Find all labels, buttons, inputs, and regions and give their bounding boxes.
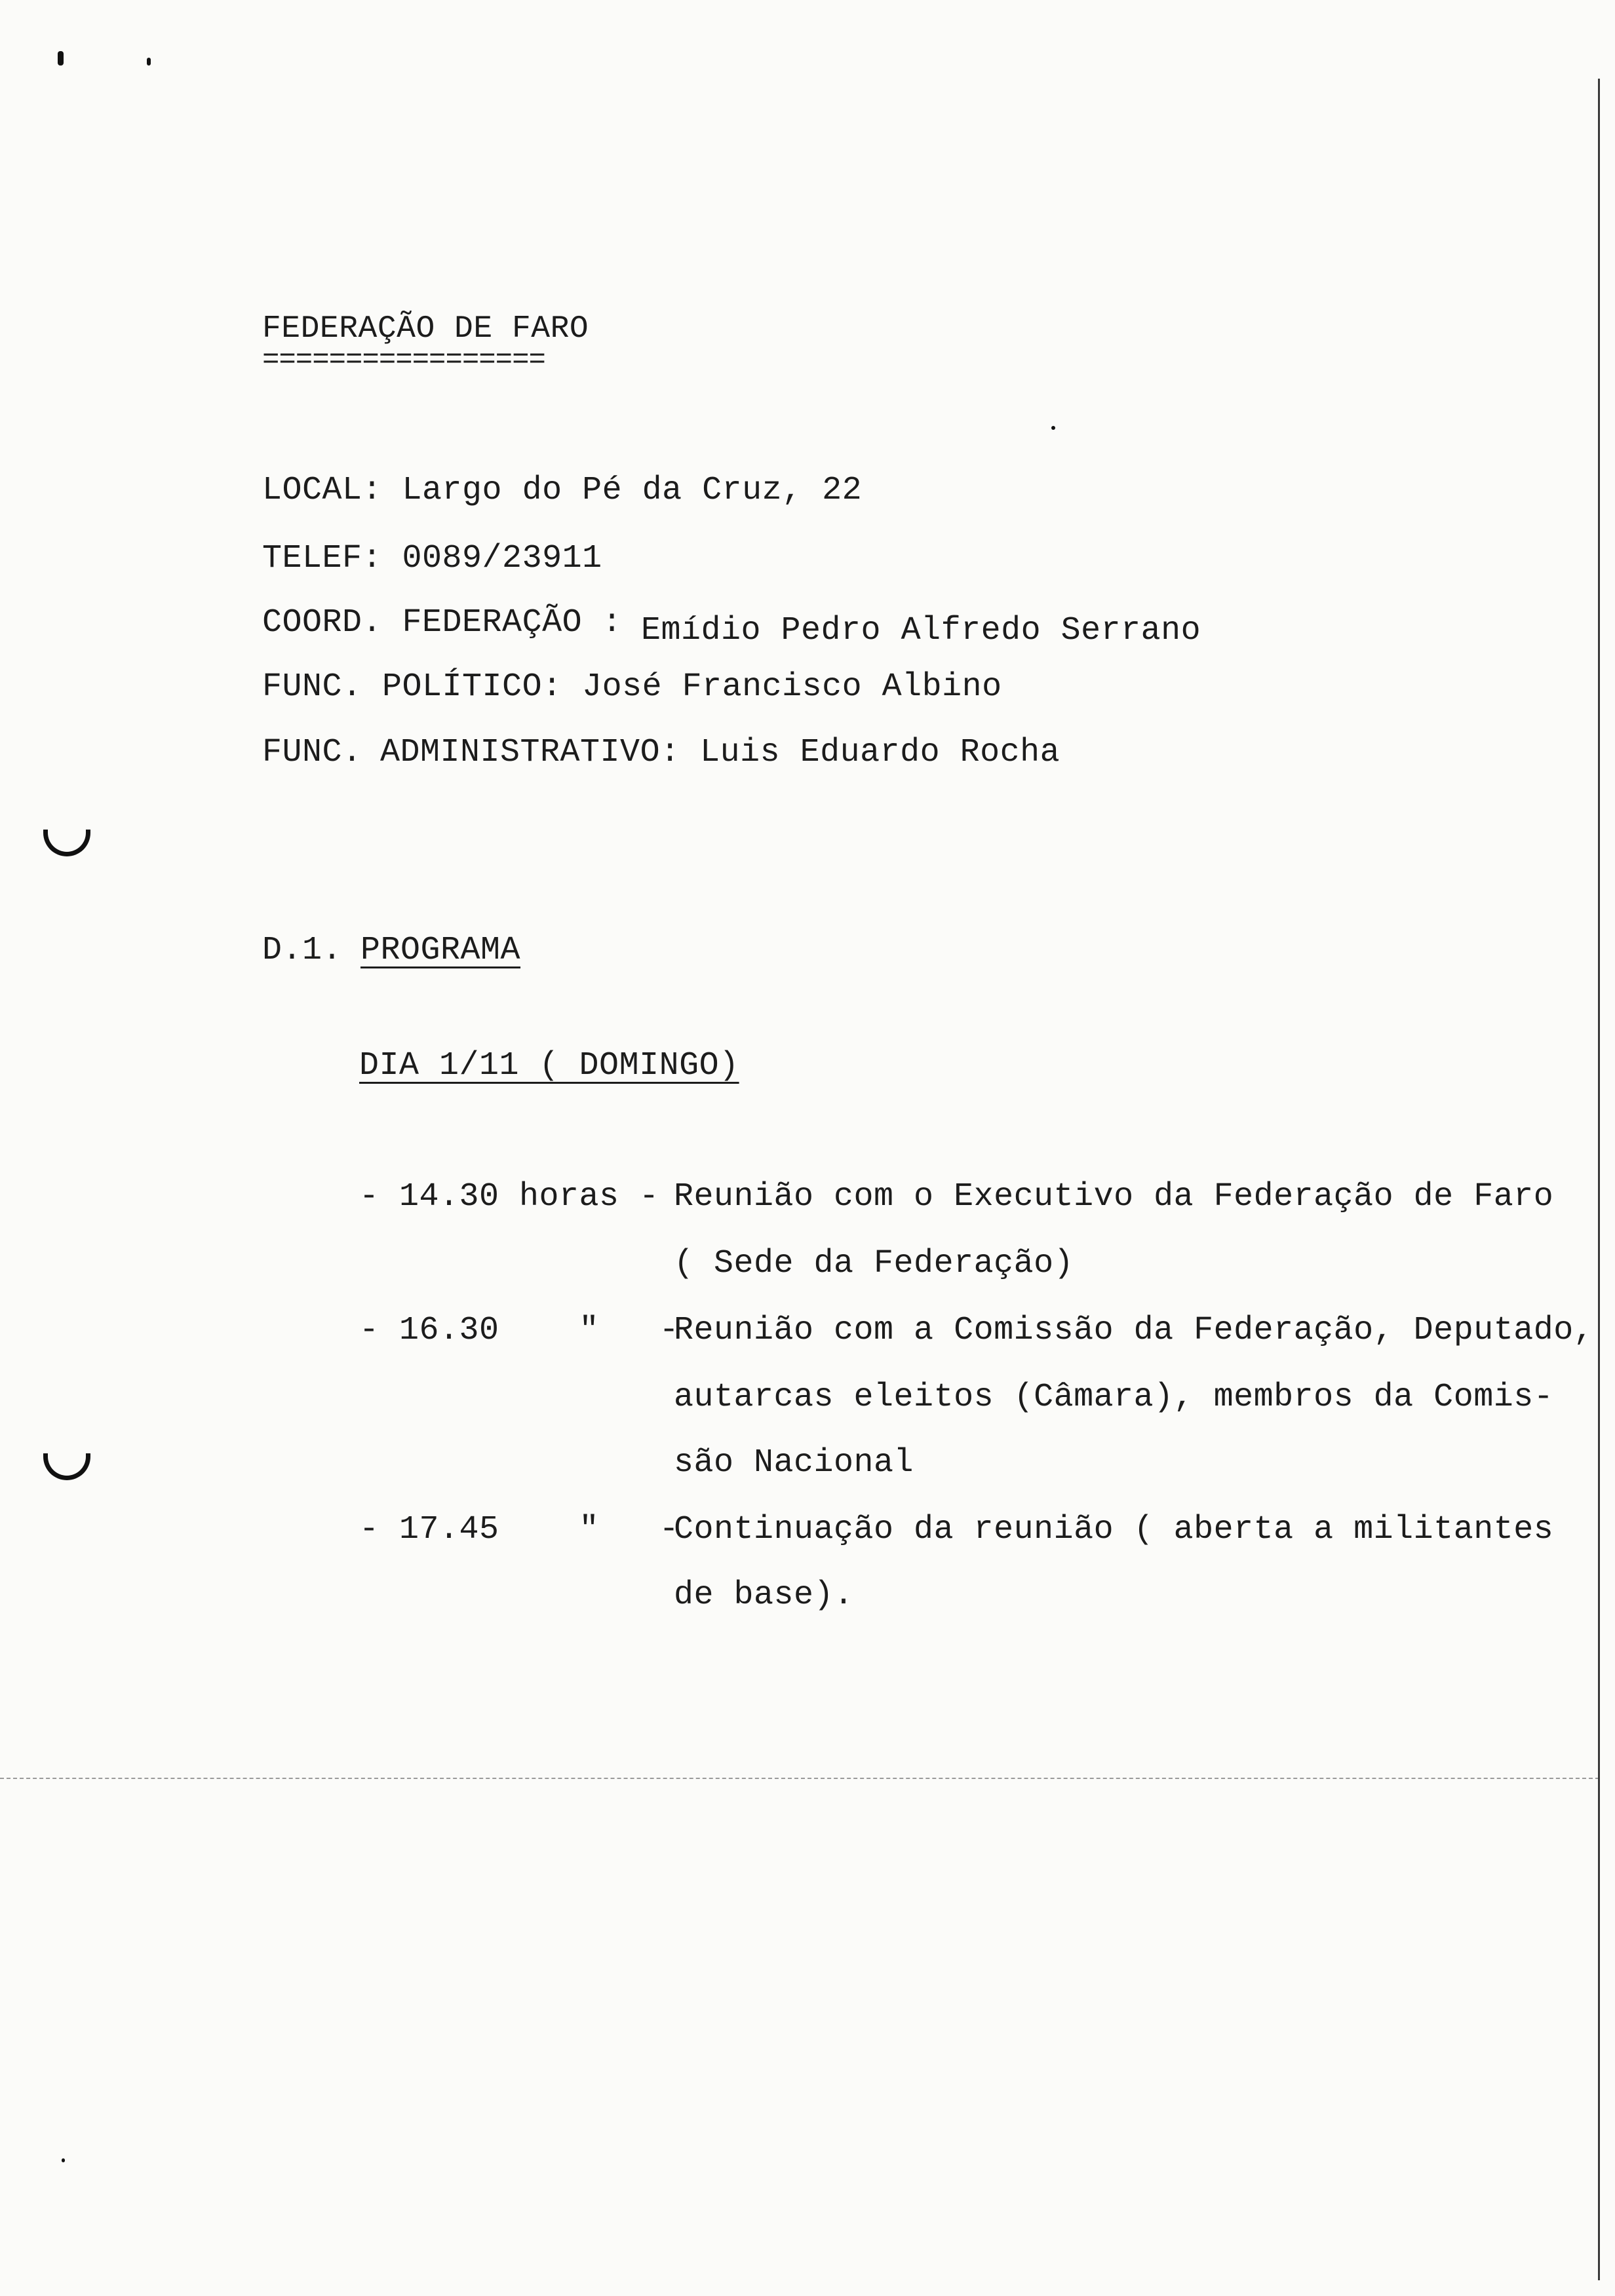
coord-name: Emídio Pedro Alfredo Serrano [641,612,1201,649]
schedule-desc-line: ( Sede da Federação) [674,1245,1074,1282]
title-underline-rule: ================= [262,344,545,377]
page-edge [1598,79,1600,2280]
schedule-desc-line: são Nacional [674,1444,914,1482]
coord-label: COORD. FEDERAÇÃO : [262,604,623,641]
punch-hole-mark [43,1453,90,1480]
section-number: D.1. [262,932,343,969]
func-politico-line: FUNC. POLÍTICO: José Francisco Albino [262,668,1002,706]
document-title: FEDERAÇÃO DE FARO [262,311,589,347]
schedule-desc-line: Reunião com a Comissão da Federação, Deputado, [674,1312,1594,1349]
scan-speck [58,51,64,66]
fold-line [0,1778,1599,1779]
func-admin-prefix: FUNC. [262,734,362,771]
scan-speck [1051,426,1055,430]
schedule-time: - 16.30 " - [359,1312,680,1349]
schedule-desc-line: Continuação da reunião ( aberta a militantes [674,1511,1554,1548]
schedule-desc-line: autarcas eleitos (Câmara), membros da Comis- [674,1379,1554,1416]
func-admin-rest: ADMINISTRATIVO: Luis Eduardo Rocha [380,734,1060,771]
punch-hole-mark [43,830,90,856]
schedule-desc-line: de base). [674,1577,854,1614]
schedule-time: - 14.30 horas - [359,1178,659,1215]
scan-speck [147,58,151,66]
schedule-time: - 17.45 " - [359,1511,680,1548]
schedule-desc-line: Reunião com o Executivo da Federação de Faro [674,1178,1554,1215]
section-title: PROGRAMA [360,932,521,969]
scan-speck [62,2158,65,2162]
day-heading: DIA 1/11 ( DOMINGO) [359,1047,739,1084]
telef-line: TELEF: 0089/23911 [262,540,602,577]
local-line: LOCAL: Largo do Pé da Cruz, 22 [262,472,863,509]
